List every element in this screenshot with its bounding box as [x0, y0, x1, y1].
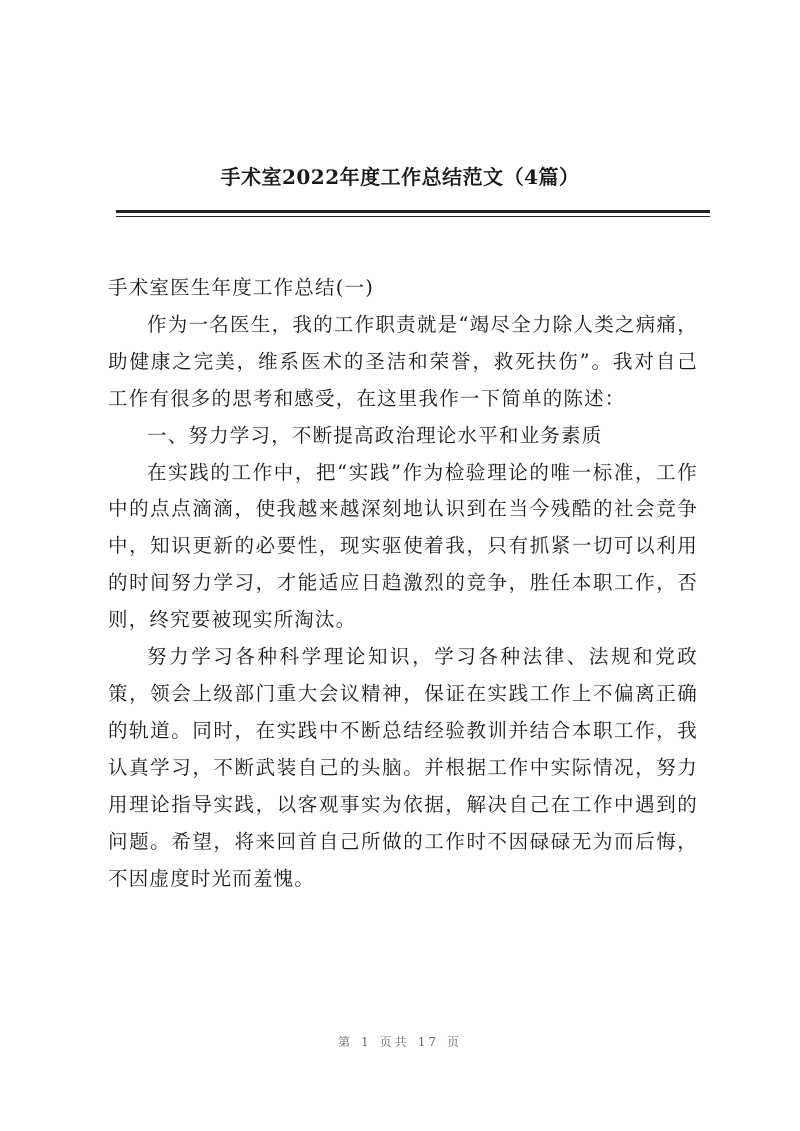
footer-total-pages: 17 — [417, 1035, 439, 1049]
paragraph-intro: 作为一名医生，我的工作职责就是“竭尽全力除人类之病痛，助健康之完美，维系医术的圣洁和荣誉，救死扶伤”。我对自己工作有很多的思考和感受，在这里我作一下简单的陈述： — [108, 312, 698, 410]
footer-suffix: 页 — [446, 1035, 462, 1049]
footer-middle: 页共 — [379, 1035, 410, 1049]
title-divider — [116, 210, 710, 213]
section-heading: 手术室医生年度工作总结(一) — [108, 276, 375, 299]
footer-prefix: 第 — [338, 1035, 354, 1049]
document-title: 手术室2022年度工作总结范文（4篇） — [220, 165, 580, 189]
footer-current-page: 1 — [361, 1035, 372, 1049]
paragraph-study: 努力学习各种科学理论知识，学习各种法律、法规和党政策，领会上级部门重大会议精神，保证在实践工作上不偏离正确的轨道。同时，在实践中不断总结经验教训并结合本职工作，我认真学习，不断武装自己的头脑。并根据工作中实际情况，努力用理论指导实践，以客观事实为依据，解决自己在工作中遇到的问题。希望，将来回首自己所做的工作时不因碌碌无为而后悔，不因虚度时光而羞愧。 — [108, 645, 698, 890]
paragraph-subheading: 一、努力学习，不断提高政治理论水平和业务素质 — [147, 423, 603, 447]
paragraph-practice: 在实践的工作中，把“实践”作为检验理论的唯一标准，工作中的点点滴滴，使我越来越深刻地认识到在当今残酷的社会竞争中，知识更新的必要性，现实驱使着我，只有抓紧一切可以利用的时间努力学习，才能适应日趋激烈的竞争，胜任本职工作，否则，终究要被现实所淘汰。 — [108, 460, 698, 632]
document-body — [108, 270, 698, 897]
page-footer — [0, 1033, 800, 1050]
